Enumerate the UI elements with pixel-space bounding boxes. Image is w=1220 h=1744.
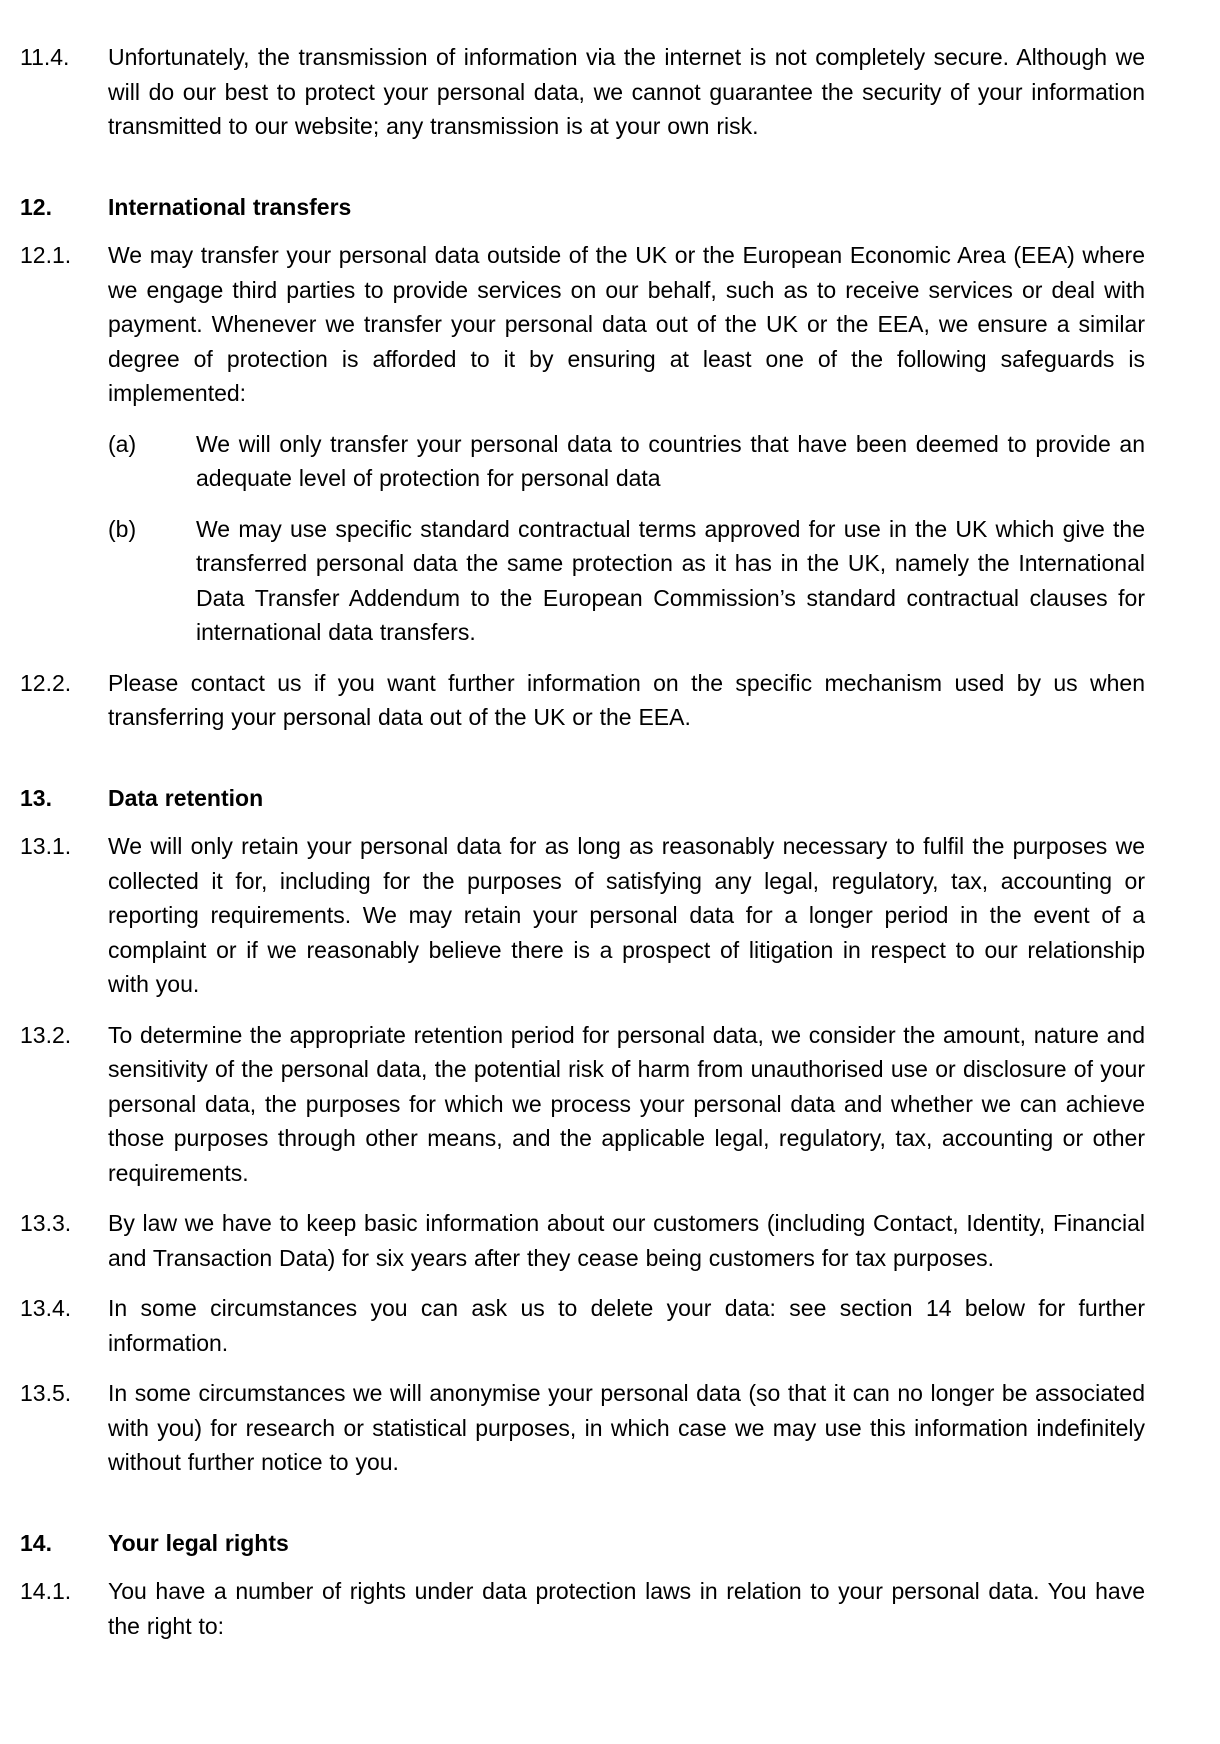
document-page (20, 40, 1145, 1659)
clause-number: 13.1. (20, 833, 72, 859)
clause-13-4 (20, 1291, 1145, 1360)
clause-12-1 (20, 238, 1145, 411)
clause-text: By law we have to keep basic information about our customers (including Contact, Identity, Financial and Transaction Data) for six years after they cease being customers for tax purposes. (108, 1210, 1145, 1271)
clause-13-5 (20, 1376, 1145, 1480)
clause-13-3 (20, 1206, 1145, 1275)
subclause-12-1-b (108, 512, 1145, 650)
clause-text: To determine the appropriate retention period for personal data, we consider the amount, nature and sensitivity of the personal data, the potential risk of harm from unauthorised use or disclosure of your personal data, the purposes for which we process your personal data and whether we can achieve those purposes through other means, and the applicable legal, regulatory, tax, accounting or other requirements. (108, 1021, 1145, 1186)
section-heading-12 (20, 190, 1145, 225)
subclause-12-1-a (108, 427, 1145, 496)
subclause-text: We may use specific standard contractual terms approved for use in the UK which give the transferred personal data the same protection as it has in the UK, namely the International Data Transfer Addendum to the European Commission’s standard contractual clauses for international data transfers. (196, 515, 1145, 645)
clause-number: 13.2. (20, 1021, 72, 1048)
clause-number: 13.5. (20, 1380, 72, 1406)
clause-number: 13.3. (20, 1210, 72, 1236)
clause-text: In some circumstances you can ask us to delete your data: see section 14 below for further information. (108, 1295, 1145, 1356)
clause-14-1 (20, 1574, 1145, 1643)
clause-number: 12.1. (20, 242, 72, 268)
clause-13-1 (20, 829, 1145, 1002)
clause-13-2 (20, 1018, 1145, 1191)
section-heading-13 (20, 781, 1145, 816)
subclause-letter: (a) (108, 430, 137, 457)
clause-11-4 (20, 40, 1145, 144)
section-title: Your legal rights (108, 1529, 289, 1556)
clause-number: 14.1. (20, 1578, 72, 1604)
section-title: International transfers (108, 193, 352, 220)
section-number: 14. (20, 1529, 52, 1556)
clause-number: 12.2. (20, 669, 72, 696)
clause-text: We will only retain your personal data for as long as reasonably necessary to fulfil the purposes we collected it for, including for the purposes of satisfying any legal, regulatory, tax, accounting or reporting requirements. We may retain your personal data for a longer period in the event of a complaint or if we reasonably believe there is a prospect of litigation in respect to our relationship with you. (108, 833, 1145, 997)
section-number: 13. (20, 784, 52, 811)
section-heading-14 (20, 1526, 1145, 1561)
subclause-letter: (b) (108, 515, 137, 542)
clause-text: In some circumstances we will anonymise your personal data (so that it can no longer be associated with you) for research or statistical purposes, in which case we may use this information indefinitely without further notice to you. (108, 1380, 1145, 1475)
section-number: 12. (20, 193, 52, 220)
subclause-text: We will only transfer your personal data to countries that have been deemed to provide an adequate level of protection for personal data (196, 430, 1145, 491)
clause-number: 13.4. (20, 1295, 72, 1321)
clause-12-2 (20, 666, 1145, 735)
section-title: Data retention (108, 784, 264, 811)
clause-text: Unfortunately, the transmission of information via the internet is not completely secure. Although we will do our best to protect your personal data, we cannot guarantee the security of your information transmitted to our website; any transmission is at your own risk. (108, 44, 1145, 139)
clause-text: We may transfer your personal data outside of the UK or the European Economic Area (EEA) where we engage third parties to provide services on our behalf, such as to receive services or deal with payment. Whenever we transfer your personal data out of the UK or the EEA, we ensure a similar degree of protection is afforded to it by ensuring at least one of the following safeguards is implemented: (108, 242, 1145, 406)
clause-number: 11.4. (20, 44, 70, 70)
clause-text: Please contact us if you want further information on the specific mechanism used by us when transferring your personal data out of the UK or the EEA. (108, 669, 1145, 730)
clause-text: You have a number of rights under data protection laws in relation to your personal data. You have the right to: (108, 1578, 1145, 1639)
